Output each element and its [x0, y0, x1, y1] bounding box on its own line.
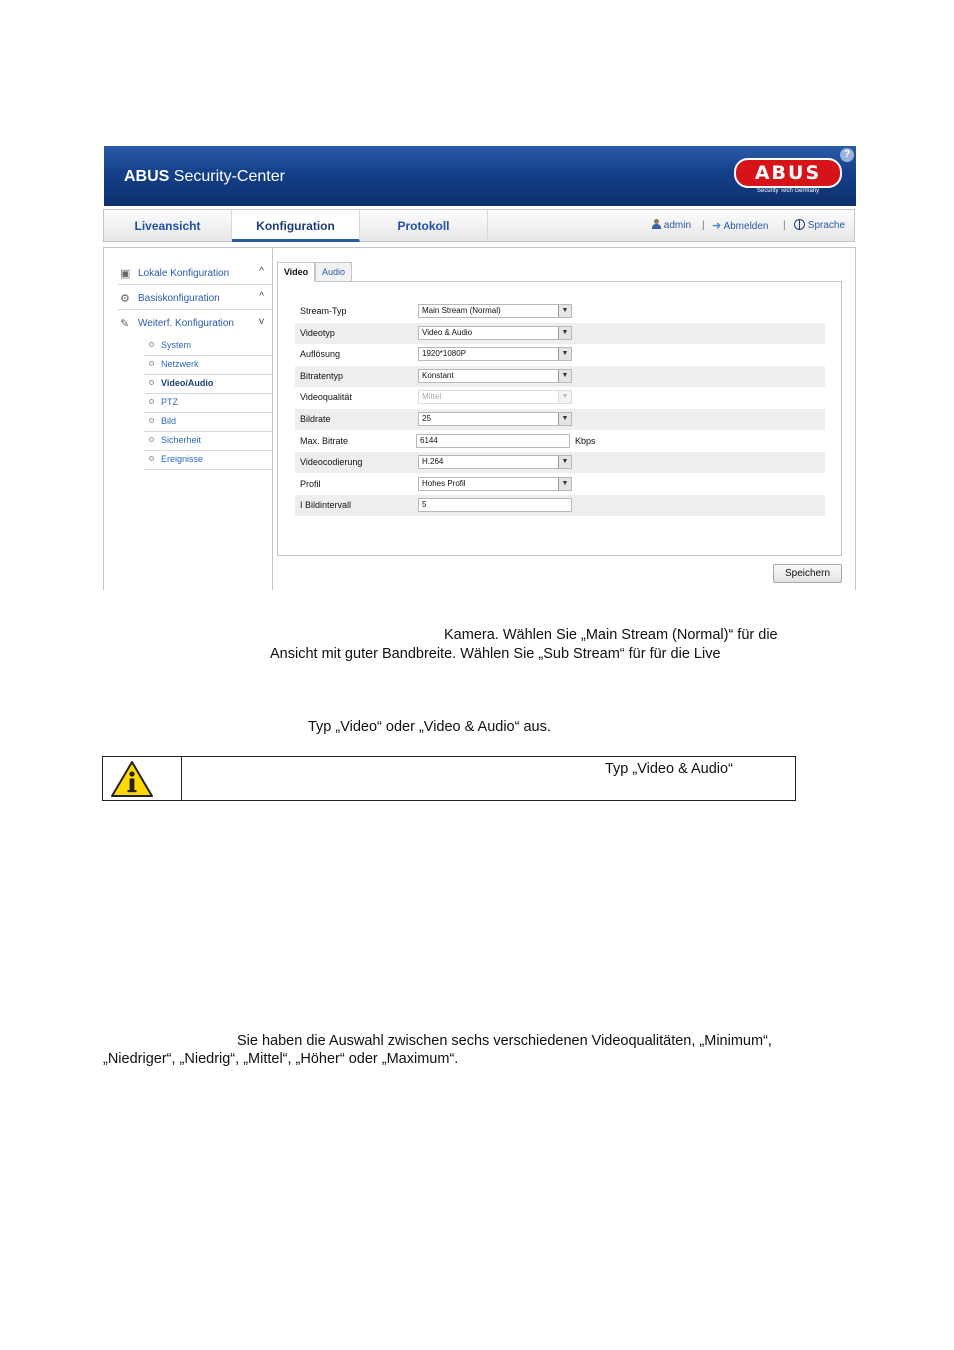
main-nav [103, 209, 855, 242]
form-row-profil: Profil Hohes Profil ▼ [295, 474, 825, 495]
dropdown-arrow-icon: ▼ [558, 327, 571, 339]
bitratentyp-select[interactable]: Konstant ▼ [418, 369, 572, 383]
monitor-icon: ▣ [120, 268, 131, 280]
doc-line-1: Kamera. Wählen Sie „Main Stream (Normal)“ für die [444, 627, 778, 643]
form-row-bitratentyp: Bitratentyp Konstant ▼ [295, 366, 825, 387]
abus-logo: ABUS [734, 158, 842, 188]
globe-icon [794, 219, 805, 230]
bildrate-select[interactable]: 25 ▼ [418, 412, 572, 426]
form-row-i-bildintervall: I Bildintervall 5 [295, 495, 825, 516]
dropdown-arrow-icon: ▼ [558, 370, 571, 382]
i-bildintervall-input[interactable]: 5 [418, 498, 572, 512]
doc-line-4: Sie haben die Auswahl zwischen sechs verschiedenen Videoqualitäten, „Minimum“, [237, 1033, 772, 1049]
wrench-icon: ✎ [120, 318, 130, 330]
user-name: admin [663, 220, 692, 231]
sidebar-item-netzwerk[interactable]: Netzwerk [144, 356, 272, 375]
chevron-up-icon: ^ [259, 291, 264, 302]
sidebar-item-bild[interactable]: Bild [144, 413, 272, 432]
app-header [104, 146, 856, 206]
doc-line-3: Typ „Video“ oder „Video & Audio“ aus. [308, 719, 551, 735]
logo-tagline: Security Tech Germany [756, 188, 820, 194]
language-label: Sprache [807, 220, 846, 231]
logout-icon: ➜ [712, 220, 722, 232]
bullet-icon [149, 418, 154, 423]
dropdown-arrow-icon: ▼ [558, 305, 571, 317]
bullet-icon [149, 342, 154, 347]
dropdown-arrow-icon: ▼ [558, 478, 571, 490]
nav-separator: | [702, 220, 705, 231]
warning-info-icon [110, 760, 154, 798]
logout-link[interactable] [712, 210, 768, 241]
tab-audio[interactable]: Audio [315, 262, 352, 282]
max-bitrate-input[interactable]: 6144 [416, 434, 570, 448]
dropdown-arrow-icon: ▼ [558, 391, 571, 403]
help-icon[interactable]: ? [840, 148, 854, 162]
sidebar-item-basiskonfiguration[interactable]: ⚙ Basiskonfiguration ^ [118, 288, 272, 310]
sidebar-item-system[interactable]: System [144, 337, 272, 356]
sidebar-item-weiterf-konfiguration[interactable]: ✎ Weiterf. Konfiguration v [120, 316, 264, 330]
bitrate-unit: Kbps [575, 436, 596, 446]
form-row-stream-typ: Stream-Typ Main Stream (Normal) ▼ [295, 301, 825, 322]
user-menu[interactable] [652, 210, 691, 241]
form-row-videocodierung: Videocodierung H.264 ▼ [295, 452, 825, 473]
stream-typ-select[interactable]: Main Stream (Normal) ▼ [418, 304, 572, 318]
aufloesung-select[interactable]: 1920*1080P ▼ [418, 347, 572, 361]
chevron-down-icon: v [259, 316, 264, 327]
form-row-bildrate: Bildrate 25 ▼ [295, 409, 825, 430]
bullet-icon [149, 437, 154, 442]
bullet-icon [149, 361, 154, 366]
sidebar-item-sicherheit[interactable]: Sicherheit [144, 432, 272, 451]
profil-select[interactable]: Hohes Profil ▼ [418, 477, 572, 491]
form-row-videoqualitaet: Videoqualität Mittel ▼ [295, 387, 825, 408]
language-link[interactable] [794, 210, 845, 241]
gear-icon: ⚙ [120, 293, 130, 305]
form-row-videotyp: Videotyp Video & Audio ▼ [295, 323, 825, 344]
sidebar-item-lokale-konfiguration[interactable]: ▣ Lokale Konfiguration ^ [118, 263, 272, 285]
sidebar-divider [272, 248, 273, 590]
sidebar-item-video-audio[interactable]: Video/Audio [144, 375, 272, 394]
dropdown-arrow-icon: ▼ [558, 413, 571, 425]
doc-line-2: Ansicht mit guter Bandbreite. Wählen Sie „Sub Stream“ für für die Live [270, 646, 721, 662]
nav-separator: | [783, 220, 786, 231]
videoqualitaet-select: Mittel ▼ [418, 390, 572, 404]
tab-konfiguration[interactable]: Konfiguration [232, 210, 360, 242]
sidebar-item-ereignisse[interactable]: Ereignisse [144, 451, 272, 470]
logout-label: Abmelden [723, 221, 769, 232]
bullet-icon [149, 456, 154, 461]
chevron-up-icon: ^ [259, 266, 264, 277]
tab-protokoll[interactable]: Protokoll [360, 210, 488, 241]
user-icon [652, 219, 661, 229]
tab-liveansicht[interactable]: Liveansicht [104, 210, 232, 241]
videocodierung-select[interactable]: H.264 ▼ [418, 455, 572, 469]
doc-line-5: „Niedriger“, „Niedrig“, „Mittel“, „Höher“ oder „Maximum“. [103, 1051, 459, 1067]
bullet-icon [149, 399, 154, 404]
note-text: Typ „Video & Audio“ [605, 761, 733, 777]
tab-video[interactable]: Video [277, 262, 315, 282]
bullet-icon [149, 380, 154, 385]
app-title: ABUS Security-Center [124, 168, 285, 185]
dropdown-arrow-icon: ▼ [558, 456, 571, 468]
note-divider [181, 756, 182, 801]
sidebar-item-ptz[interactable]: PTZ [144, 394, 272, 413]
form-row-aufloesung: Auflösung 1920*1080P ▼ [295, 344, 825, 365]
save-button[interactable]: Speichern [773, 564, 842, 583]
videotyp-select[interactable]: Video & Audio ▼ [418, 326, 572, 340]
form-row-max-bitrate: Max. Bitrate 6144 Kbps [300, 436, 596, 446]
dropdown-arrow-icon: ▼ [558, 348, 571, 360]
